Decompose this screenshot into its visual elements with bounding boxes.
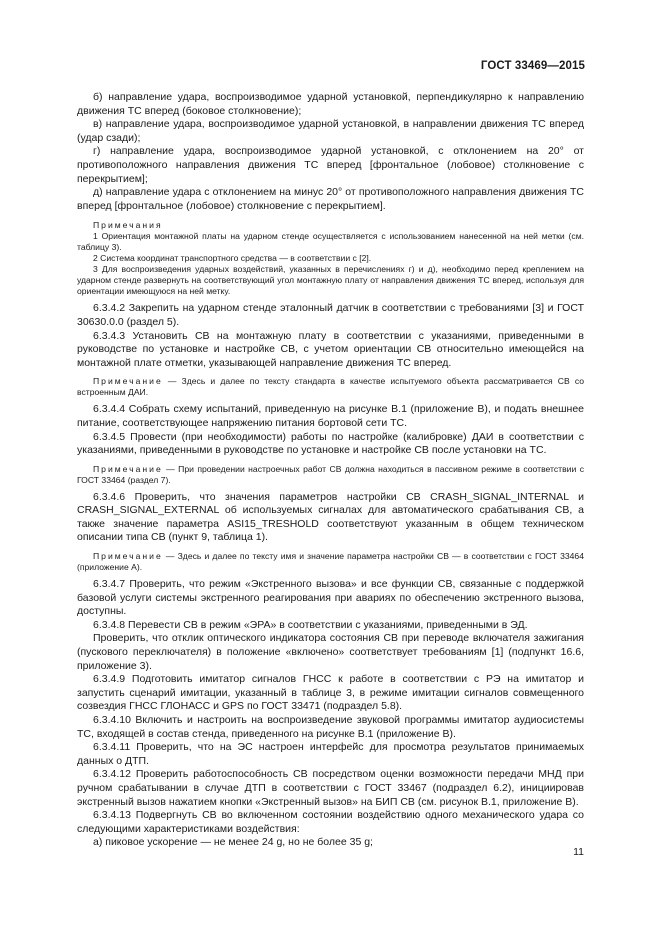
note-item-2: 2 Система координат транспортного средства — в соответствии с [2].	[93, 253, 372, 264]
paragraph-list-a: а) пиковое ускорение — не менее 24 g, но не более 35 g;	[93, 836, 373, 849]
document-body	[77, 91, 584, 850]
paragraph-6-3-4-9: 6.3.4.9 Подготовить имитатор сигналов ГНСС к работе в соответствии с РЭ на имитатор и запустить сценарий имитации, указанный в таблице 3, в режиме имитации сигналов совмещенного созвездия ГНСС ГЛОНАСС и GPS по ГОСТ 33471 (подраздел 5.8).	[77, 673, 584, 713]
paragraph-6-3-4-2: 6.3.4.2 Закрепить на ударном стенде эталонный датчик в соответствии с требованиями [3] и ГОСТ 30630.0.0 (раздел 5).	[77, 302, 584, 328]
paragraph-6-3-4-6: 6.3.4.6 Проверить, что значения параметров настройки СВ CRASH_SIGNAL_INTERNAL и CRASH_SIGNAL_EXTERNAL об используемых сигналах для автоматического срабатывания СВ, а также значение параметра ASI15_TRESHOLD соответствуют указанным в общем техническом описании типа СВ (пункт 9, таблица 1).	[77, 490, 584, 544]
note-objects	[77, 376, 584, 398]
note-item-1: 1 Ориентация монтажной платы на ударном стенде осуществляется с использованием нанесенной на ней метки (см. таблицу 3).	[77, 231, 584, 253]
standard-header: ГОСТ 33469—2015	[480, 60, 585, 72]
page-number: 11	[573, 846, 584, 858]
paragraph-g: г) направление удара, воспроизводимое ударной установкой, с отклонением на 20° от противоположного направления движения ТС вперед [фронтальное (лобовое) столкновение с перекрытием];	[77, 145, 584, 185]
note-item-3: 3 Для воспроизведения ударных воздействий, указанных в перечислениях г) и д), необходимо перед креплением на ударном стенде развернуть на соответствующий угол монтажную плату от направления движения ТС вперед, используя для ориентации имеющуюся на ней метку.	[77, 264, 584, 297]
paragraph-check-indicator: Проверить, что отклик оптического индикатора состояния СВ при переводе включателя зажигания (пускового переключателя) в положение «включено» соответствует требованиям [1] (подпункт 16.6, приложение 3).	[77, 632, 584, 672]
note-label: Примечание	[93, 551, 163, 562]
paragraph-d: д) направление удара с отклонением на минус 20° от противоположного направления движения ТС вперед [фронтальное (лобовое) столкновение с перекрытием].	[77, 186, 584, 212]
note-label: Примечание	[93, 463, 163, 474]
note-parameter-names	[77, 551, 584, 573]
paragraph-v: в) направление удара, воспроизводимое ударной установкой, в направлении движения ТС вперед (удар сзади);	[77, 118, 584, 144]
paragraph-6-3-4-11: 6.3.4.11 Проверить, что на ЭС настроен интерфейс для просмотра результатов принимаемых данных о ДТП.	[77, 741, 584, 767]
note-text: — Здесь и далее по тексту стандарта в качестве испытуемого объекта рассматривается СВ со встроенным ДАИ.	[77, 376, 584, 398]
notes-title: Примечания	[93, 220, 163, 231]
paragraph-6-3-4-3: 6.3.4.3 Установить СВ на монтажную плату в соответствии с указаниями, приведенными в руководстве по установке и настройке СВ, с учетом ориентации СВ относительно имеющейся на монтажной плате отметки, указывающей направление движения ТС вперед.	[77, 329, 584, 369]
note-text: — При проведении настроечных работ СВ должна находиться в пассивном режиме в соответствии с ГОСТ 33464 (раздел 7).	[77, 463, 584, 485]
note-label: Примечание	[93, 376, 163, 387]
note-passive-mode	[77, 464, 584, 486]
note-text: — Здесь и далее по тексту имя и значение параметра настройки СВ — в соответствии с ГОСТ 33464 (приложение А).	[77, 551, 584, 573]
paragraph-6-3-4-4: 6.3.4.4 Собрать схему испытаний, приведенную на рисунке В.1 (приложение В), и подать внешнее питание, соответствующее напряжению питания бортовой сети ТС.	[77, 403, 584, 429]
paragraph-6-3-4-13: 6.3.4.13 Подвергнуть СВ во включенном состоянии воздействию одного механического удара со следующими характеристиками воздействия:	[77, 809, 584, 835]
paragraph-6-3-4-7: 6.3.4.7 Проверить, что режим «Экстренного вызова» и все функции СВ, связанные с поддержкой базовой услуги системы экстренного реагирования при авариях по обеспечению экстренного вызова, доступны.	[77, 578, 584, 618]
paragraph-6-3-4-10: 6.3.4.10 Включить и настроить на воспроизведение звуковой программы имитатор аудиосистемы ТС, входящей в состав стенда, приведенного на рисунке В.1 (приложение В).	[77, 714, 584, 740]
paragraph-b: б) направление удара, воспроизводимое ударной установкой, перпендикулярно к направлению движения ТС вперед (боковое столкновение);	[77, 91, 584, 117]
paragraph-6-3-4-5: 6.3.4.5 Провести (при необходимости) работы по настройке (калибровке) ДАИ в соответствии с указаниями, приведенными в руководстве по установке и настройке СВ после установки на ТС.	[77, 430, 584, 457]
paragraph-6-3-4-8: 6.3.4.8 Перевести СВ в режим «ЭРА» в соответствии с указаниями, приведенными в ЭД.	[93, 618, 528, 631]
paragraph-6-3-4-12: 6.3.4.12 Проверить работоспособность СВ посредством оценки возможности передачи МНД при ручном срабатывании в случае ДТП в соответствии с ГОСТ 33467 (подраздел 6.2), инициировав экстренный вызов нажатием кнопки «Экстренный вызов» на БИП СВ (см. рисунок В.1, приложение В).	[77, 768, 584, 808]
